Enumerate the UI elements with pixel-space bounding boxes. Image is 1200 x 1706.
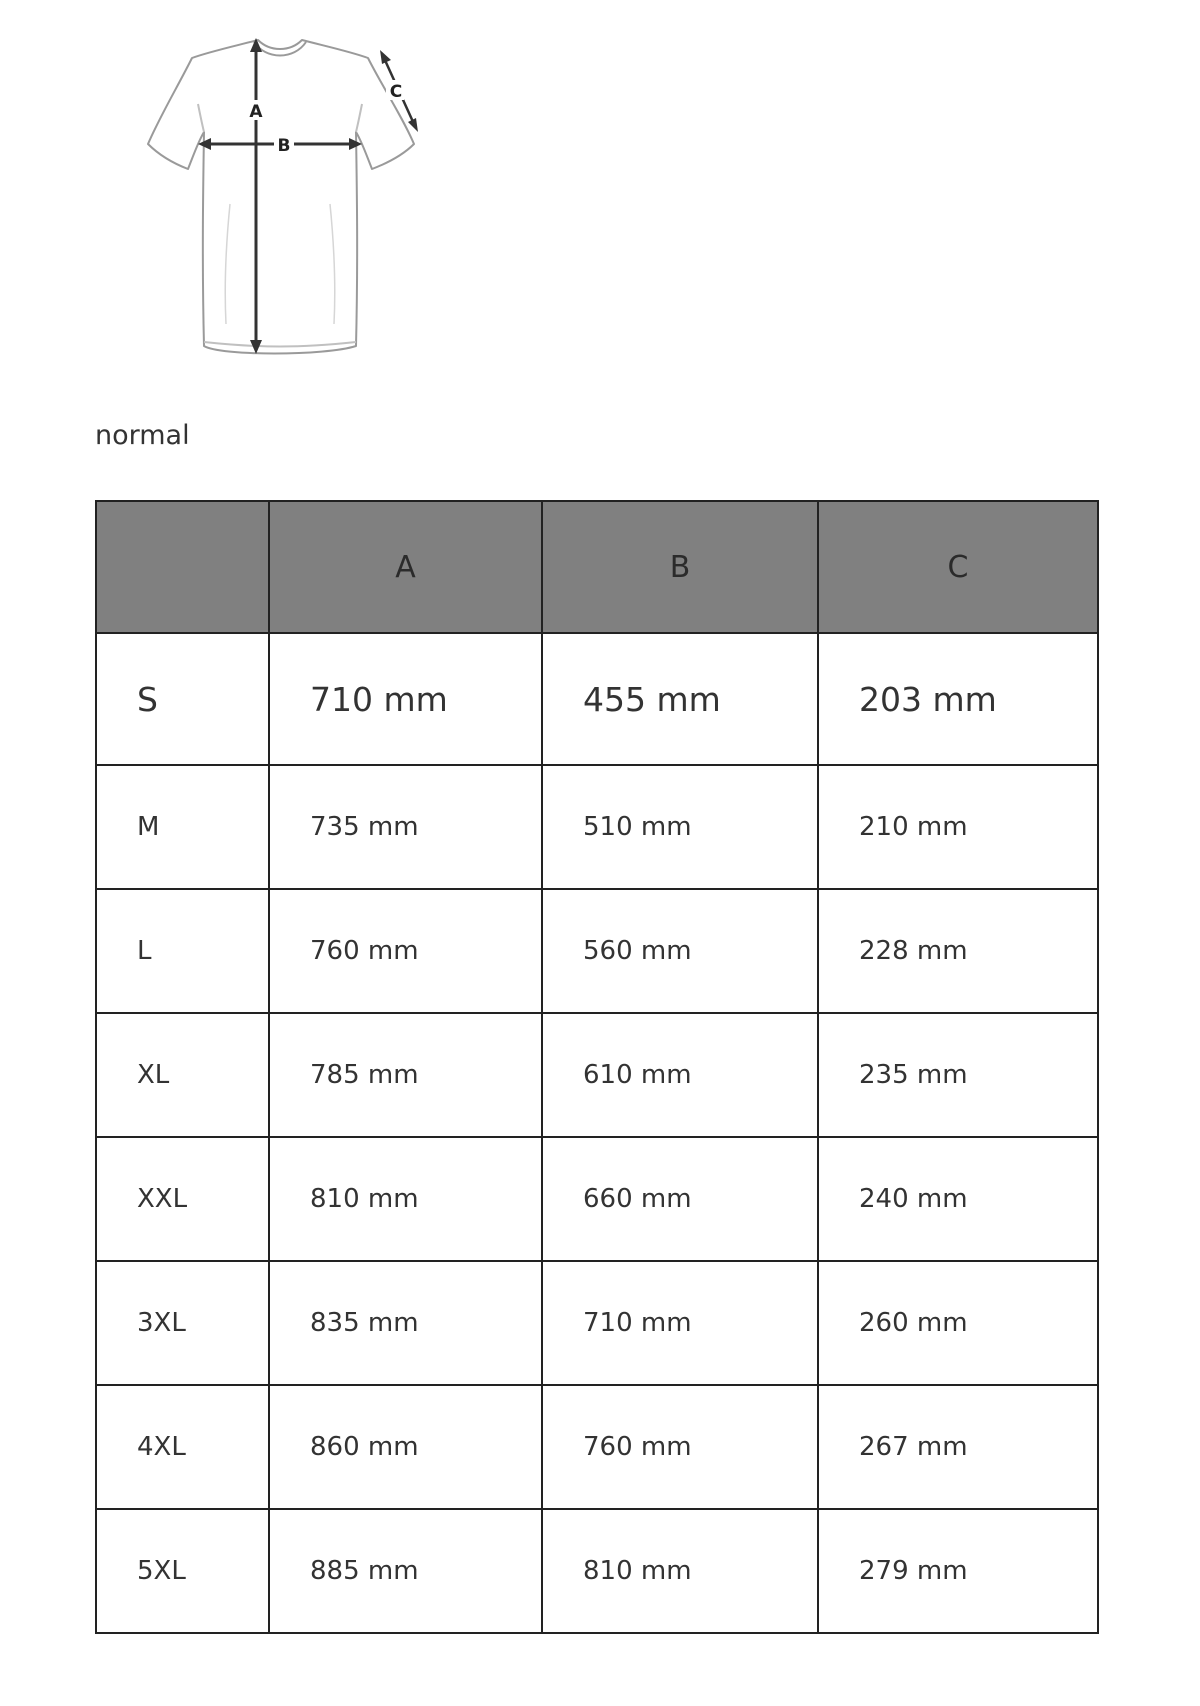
header-cell-b: B bbox=[542, 501, 818, 633]
table-body bbox=[96, 633, 1098, 1633]
arrow-c-head-top bbox=[380, 50, 391, 64]
size-cell: 5XL bbox=[96, 1509, 269, 1633]
measure-c-cell: 279 mm bbox=[818, 1509, 1098, 1633]
label-a: A bbox=[249, 102, 263, 122]
measure-b-cell: 710 mm bbox=[542, 1261, 818, 1385]
table-header bbox=[96, 501, 1098, 633]
label-b: B bbox=[277, 136, 291, 156]
measure-a-cell: 735 mm bbox=[269, 765, 542, 889]
measure-a-cell: 885 mm bbox=[269, 1509, 542, 1633]
size-cell: L bbox=[96, 889, 269, 1013]
measure-a-cell: 760 mm bbox=[269, 889, 542, 1013]
table-header-row bbox=[96, 501, 1098, 633]
measure-a-cell: 785 mm bbox=[269, 1013, 542, 1137]
size-cell: XXL bbox=[96, 1137, 269, 1261]
measure-a-cell: 860 mm bbox=[269, 1385, 542, 1509]
measure-b-cell: 660 mm bbox=[542, 1137, 818, 1261]
table-row bbox=[96, 633, 1098, 765]
measure-c-cell: 228 mm bbox=[818, 889, 1098, 1013]
measure-b-cell: 510 mm bbox=[542, 765, 818, 889]
header-cell-size bbox=[96, 501, 269, 633]
measure-c-cell: 235 mm bbox=[818, 1013, 1098, 1137]
size-cell: XL bbox=[96, 1013, 269, 1137]
header-cell-c: C bbox=[818, 501, 1098, 633]
measure-c-cell: 203 mm bbox=[818, 633, 1098, 765]
label-c: C bbox=[389, 82, 403, 102]
table-row bbox=[96, 1137, 1098, 1261]
tshirt-measurement-diagram bbox=[140, 24, 480, 384]
header-cell-a: A bbox=[269, 501, 542, 633]
size-cell: M bbox=[96, 765, 269, 889]
measure-c-cell: 260 mm bbox=[818, 1261, 1098, 1385]
measure-c-cell: 267 mm bbox=[818, 1385, 1098, 1509]
arrow-c-head-bottom bbox=[408, 118, 418, 132]
table-row bbox=[96, 1013, 1098, 1137]
table-row bbox=[96, 1261, 1098, 1385]
table-row bbox=[96, 889, 1098, 1013]
measure-b-cell: 760 mm bbox=[542, 1385, 818, 1509]
table-row bbox=[96, 1385, 1098, 1509]
measure-b-cell: 560 mm bbox=[542, 889, 818, 1013]
tshirt-outline-icon bbox=[148, 40, 414, 354]
measure-a-cell: 835 mm bbox=[269, 1261, 542, 1385]
size-cell: 3XL bbox=[96, 1261, 269, 1385]
measure-b-cell: 455 mm bbox=[542, 633, 818, 765]
measure-b-cell: 810 mm bbox=[542, 1509, 818, 1633]
fit-type-caption: normal bbox=[95, 420, 190, 451]
table-row bbox=[96, 765, 1098, 889]
table-row bbox=[96, 1509, 1098, 1633]
measure-b-cell: 610 mm bbox=[542, 1013, 818, 1137]
size-cell: S bbox=[96, 633, 269, 765]
size-cell: 4XL bbox=[96, 1385, 269, 1509]
measure-a-cell: 810 mm bbox=[269, 1137, 542, 1261]
size-chart-table bbox=[95, 500, 1099, 1634]
measure-c-cell: 240 mm bbox=[818, 1137, 1098, 1261]
measure-a-cell: 710 mm bbox=[269, 633, 542, 765]
measure-c-cell: 210 mm bbox=[818, 765, 1098, 889]
